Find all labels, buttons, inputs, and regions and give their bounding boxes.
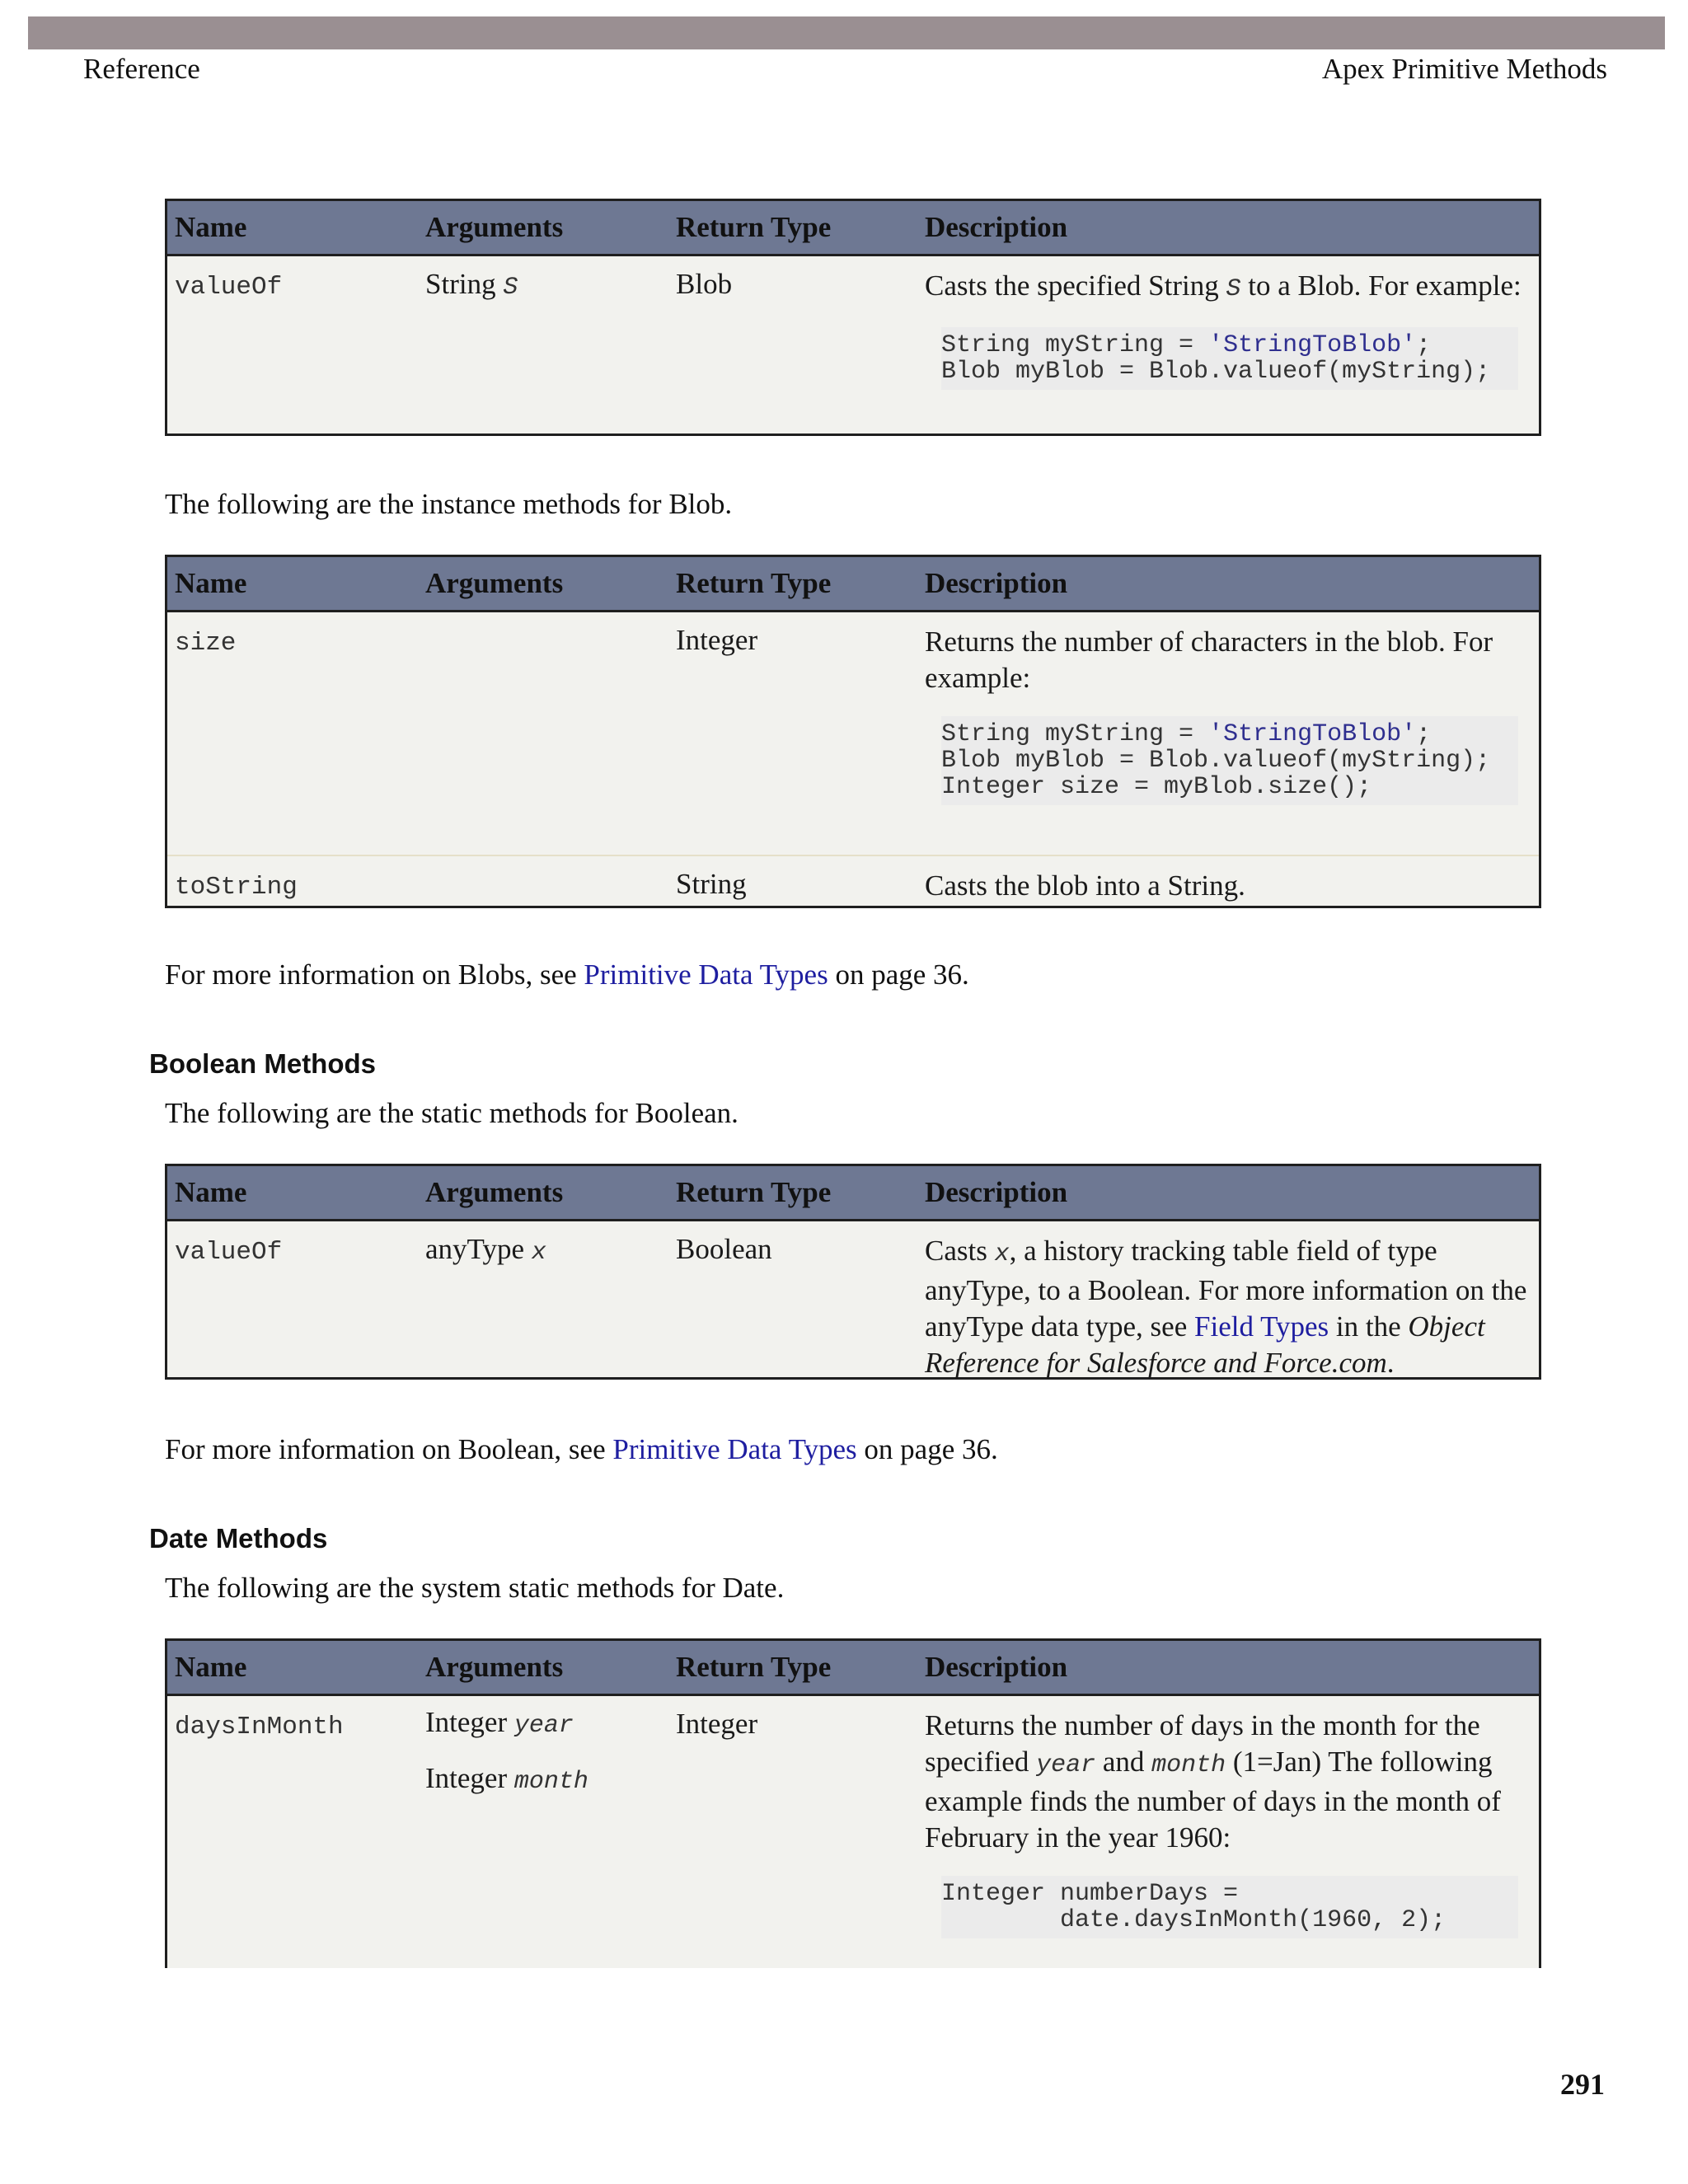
col-name: Name bbox=[175, 1651, 247, 1683]
table-header bbox=[167, 201, 1539, 256]
return-type: String bbox=[676, 868, 747, 900]
header-bar bbox=[28, 16, 1665, 49]
table-header bbox=[167, 1641, 1539, 1696]
col-return-type: Return Type bbox=[676, 567, 832, 599]
blob-instance-intro: The following are the instance methods for Blob. bbox=[165, 488, 733, 520]
method-name: valueOf bbox=[175, 1238, 283, 1267]
primitive-data-types-link[interactable]: Primitive Data Types bbox=[584, 958, 828, 991]
col-arguments: Arguments bbox=[425, 211, 564, 243]
boolean-more-info: For more information on Boolean, see Primitive Data Types on page 36. bbox=[165, 1433, 998, 1465]
blob-static-table bbox=[165, 199, 1541, 436]
table-row bbox=[167, 1221, 1539, 1380]
table-header bbox=[167, 1166, 1539, 1221]
method-args: Integer year Integer month bbox=[425, 1706, 588, 1796]
blob-more-info: For more information on Blobs, see Primitive Data Types on page 36. bbox=[165, 958, 969, 991]
table-header bbox=[167, 557, 1539, 612]
date-static-table bbox=[165, 1638, 1541, 1968]
return-type: Integer bbox=[676, 1708, 758, 1740]
method-description: Returns the number of days in the month for the specified year and month (1=Jan) The following example finds the number of days in the month of February in the year 1960: Integer numberDays = date.daysInMonth(1960, 2); bbox=[925, 1708, 1535, 1938]
date-methods-heading: Date Methods bbox=[149, 1523, 328, 1554]
code-sample: String myString = 'StringToBlob'; Blob myBlob = Blob.valueof(myString); bbox=[941, 327, 1518, 390]
col-description: Description bbox=[925, 1176, 1068, 1208]
return-type: Boolean bbox=[676, 1233, 772, 1265]
col-name: Name bbox=[175, 567, 247, 599]
col-description: Description bbox=[925, 567, 1068, 599]
boolean-static-table bbox=[165, 1164, 1541, 1380]
primitive-data-types-link[interactable]: Primitive Data Types bbox=[612, 1433, 857, 1465]
table-row bbox=[167, 1696, 1539, 1971]
col-arguments: Arguments bbox=[425, 567, 564, 599]
method-description: Casts the specified String S to a Blob. For example: String myString = 'StringToBlob'; Blob myBlob = Blob.valueof(myString); bbox=[925, 268, 1535, 390]
method-args: String S bbox=[425, 268, 518, 302]
col-return-type: Return Type bbox=[676, 211, 832, 243]
col-return-type: Return Type bbox=[676, 1176, 832, 1208]
method-name: toString bbox=[175, 873, 298, 902]
table-row bbox=[167, 256, 1539, 436]
col-name: Name bbox=[175, 1176, 247, 1208]
method-name: daysInMonth bbox=[175, 1713, 344, 1741]
code-sample: String myString = 'StringToBlob'; Blob myBlob = Blob.valueof(myString); Integer size = myBlob.size(); bbox=[941, 716, 1518, 805]
running-header-right: Apex Primitive Methods bbox=[1321, 53, 1607, 85]
boolean-intro: The following are the static methods for Boolean. bbox=[165, 1097, 738, 1129]
return-type: Blob bbox=[676, 268, 733, 300]
blob-instance-table bbox=[165, 555, 1541, 908]
col-arguments: Arguments bbox=[425, 1651, 564, 1683]
field-types-link[interactable]: Field Types bbox=[1194, 1310, 1329, 1343]
return-type: Integer bbox=[676, 624, 758, 656]
boolean-methods-heading: Boolean Methods bbox=[149, 1048, 377, 1079]
date-intro: The following are the system static methods for Date. bbox=[165, 1572, 785, 1604]
col-name: Name bbox=[175, 211, 247, 243]
running-header-left: Reference bbox=[83, 53, 200, 85]
col-description: Description bbox=[925, 1651, 1068, 1683]
col-return-type: Return Type bbox=[676, 1651, 832, 1683]
table-row bbox=[167, 612, 1539, 855]
method-args: anyType x bbox=[425, 1233, 546, 1267]
col-arguments: Arguments bbox=[425, 1176, 564, 1208]
method-description: Casts the blob into a String. bbox=[925, 869, 1245, 902]
code-sample: Integer numberDays = date.daysInMonth(1960, 2); bbox=[941, 1876, 1518, 1938]
method-description: Casts x, a history tracking table field of type anyType, to a Boolean. For more information on the anyType data type, see Field Types in the Object Reference for Salesforce and Force.com. bbox=[925, 1235, 1527, 1379]
table-row bbox=[167, 855, 1539, 907]
page-number: 291 bbox=[1560, 2068, 1605, 2101]
col-description: Description bbox=[925, 211, 1068, 243]
method-name: valueOf bbox=[175, 273, 283, 302]
method-name: size bbox=[175, 629, 237, 658]
method-description: Returns the number of characters in the blob. For example: String myString = 'StringToBlob'; Blob myBlob = Blob.valueof(myString); Integer size = myBlob.size(); bbox=[925, 624, 1535, 805]
